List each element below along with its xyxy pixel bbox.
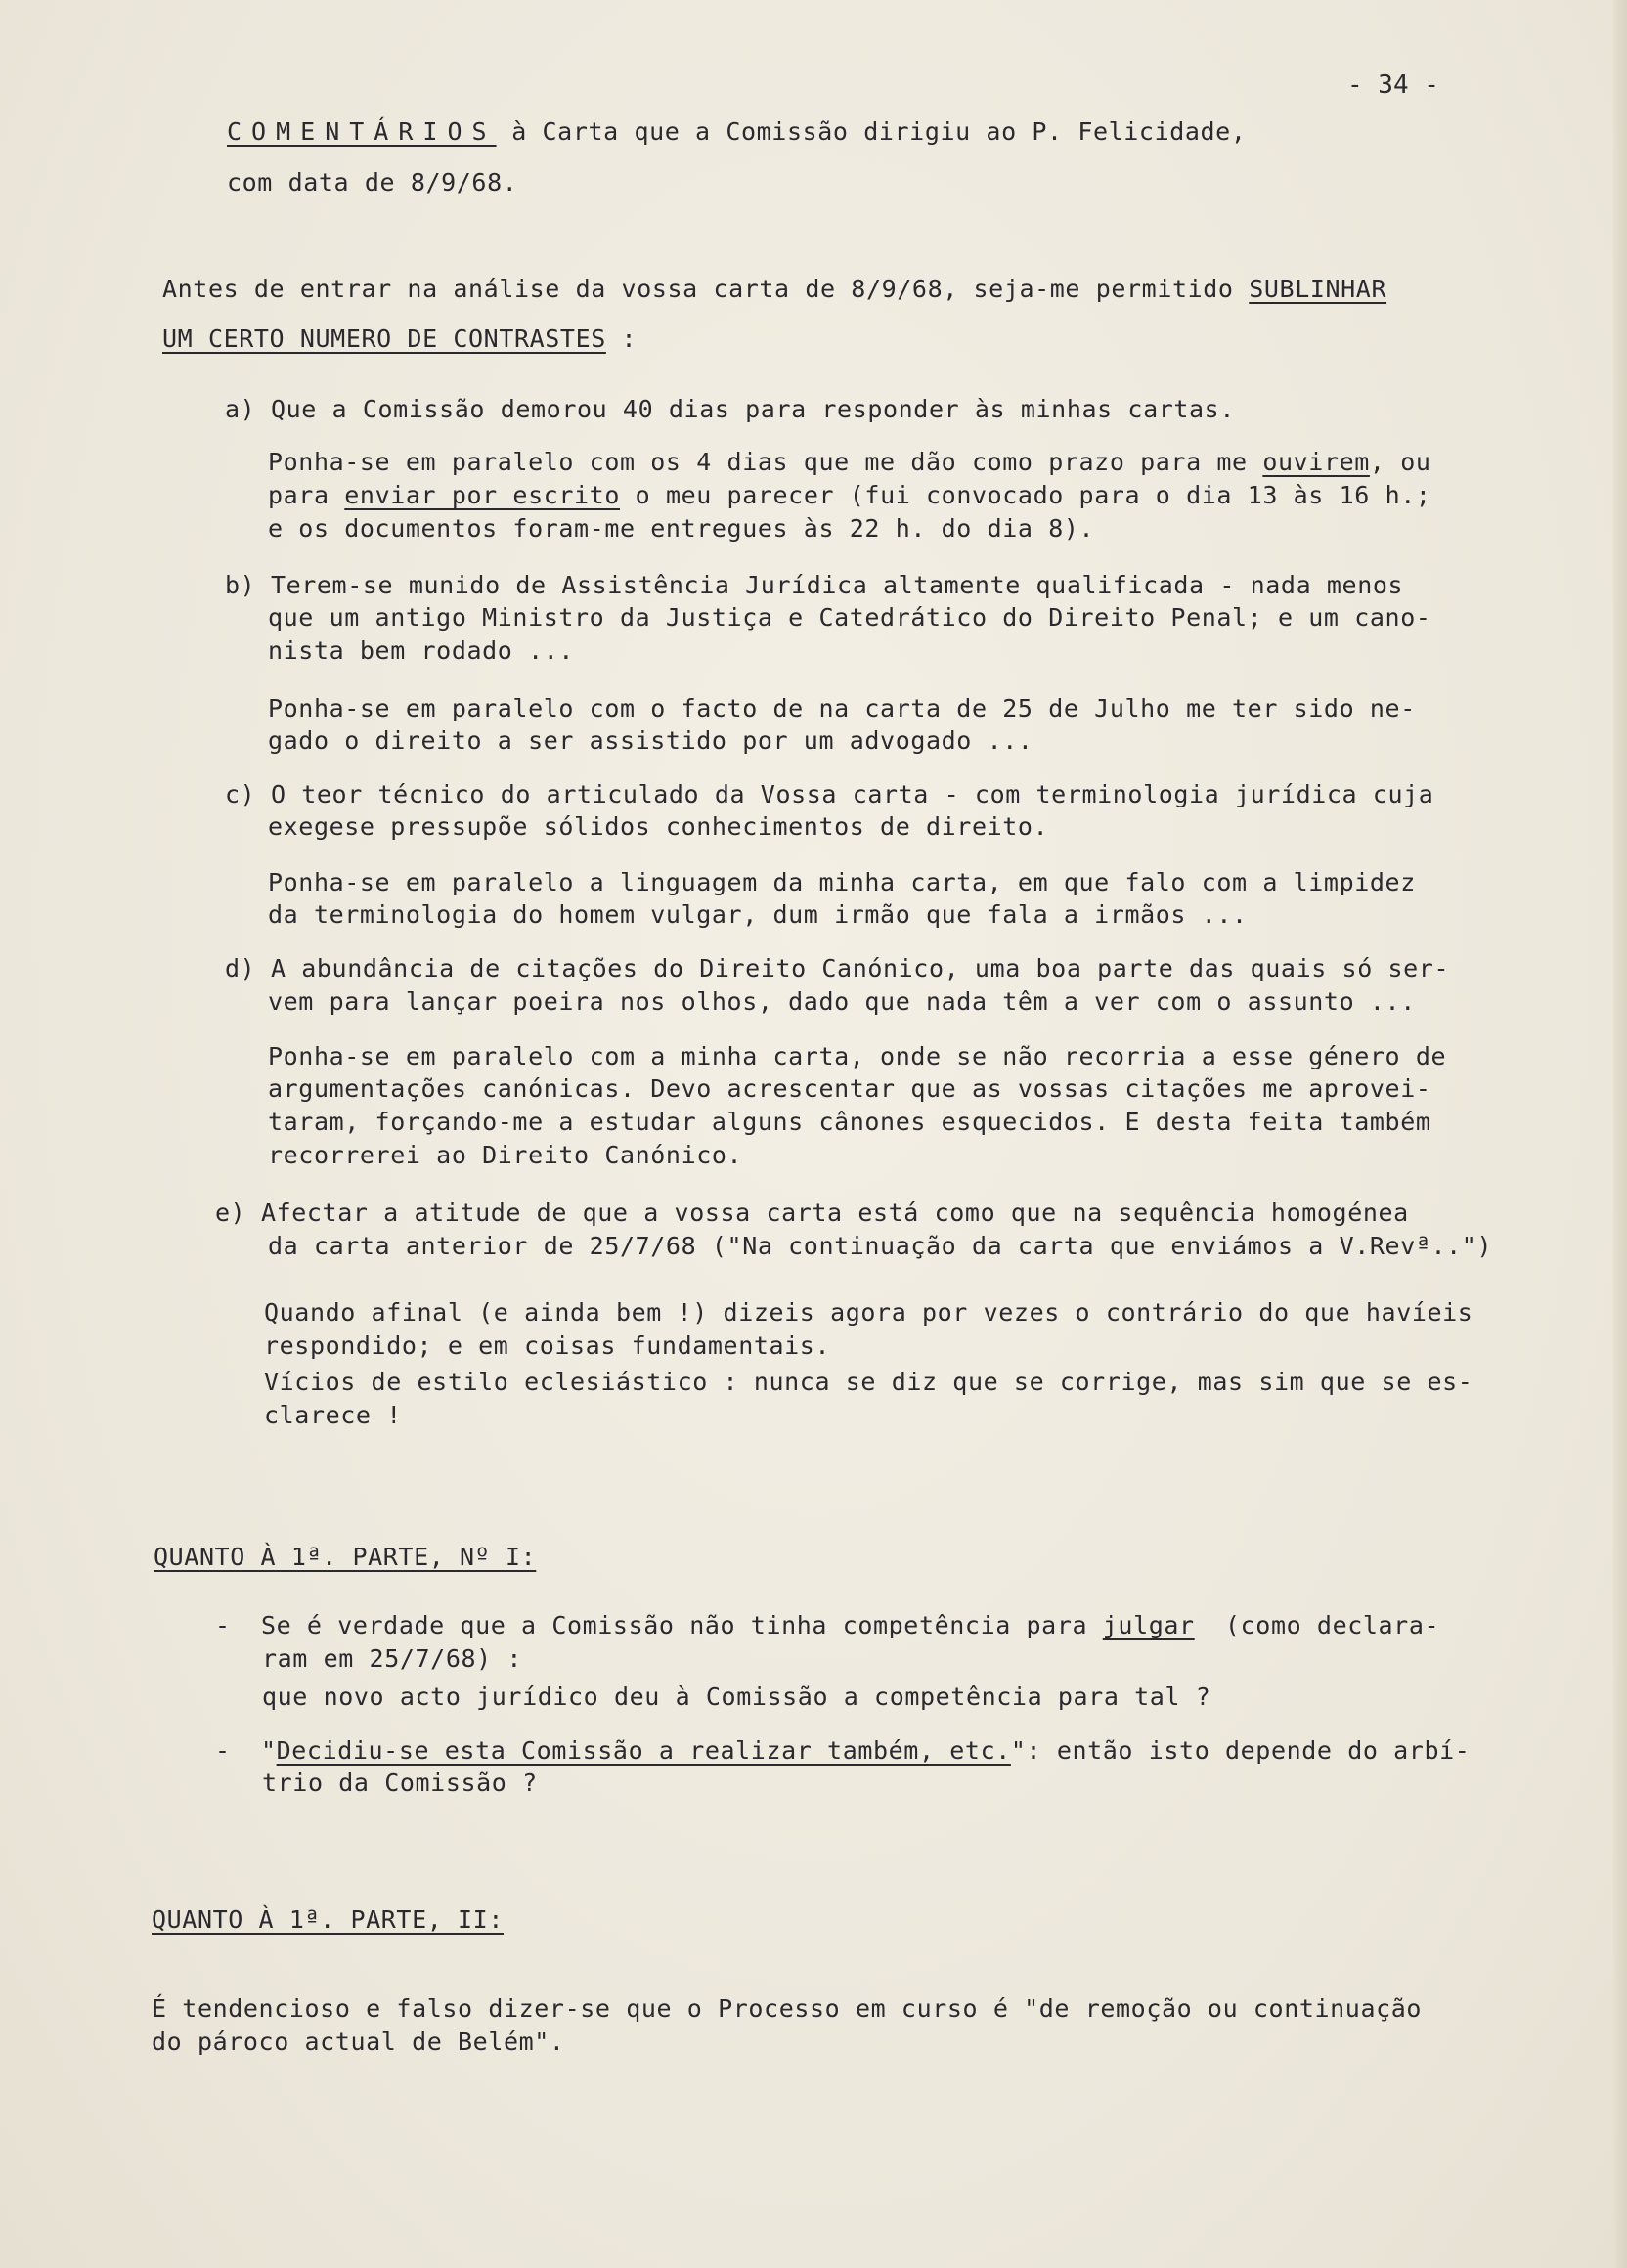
section-2-heading: QUANTO À 1ª. PARTE, II: bbox=[152, 1905, 504, 1934]
intro-line-2 bbox=[162, 323, 637, 356]
page-number: - 34 - bbox=[1347, 70, 1439, 100]
item-e-para-2: respondido; e em coisas fundamentais. bbox=[264, 1331, 831, 1360]
item-c-para-1: Ponha-se em paralelo a linguagem da minha carta, em que falo com a limpidez bbox=[268, 868, 1416, 896]
item-c-line-1: c) O teor técnico do articulado da Vossa carta - com terminologia jurídica cuja bbox=[225, 780, 1434, 808]
bullet-2-underlined: Decidiu-se esta Comissão a realizar também, etc. bbox=[276, 1736, 1011, 1765]
item-a-text-end: , ou bbox=[1369, 448, 1431, 476]
intro-colon: : bbox=[605, 325, 638, 353]
item-a-para-1 bbox=[268, 446, 1431, 479]
header-title: COMENTÁRIOS bbox=[227, 117, 497, 146]
section-1-bullet-1-line-3: que novo acto jurídico deu à Comissão a competência para tal ? bbox=[262, 1682, 1211, 1711]
paper-edge bbox=[1613, 0, 1627, 2268]
item-e-para-1: Quando afinal (e ainda bem !) dizeis agora por vezes o contrário do que havíeis bbox=[264, 1298, 1473, 1327]
item-d-line-1: d) A abundância de citações do Direito Canónico, uma boa parte das quais só ser- bbox=[225, 954, 1450, 982]
item-b-para-1: Ponha-se em paralelo com o facto de na carta de 25 de Julho me ter sido ne- bbox=[268, 694, 1416, 722]
item-e-line-1: e) Afectar a atitude de que a vossa carta está como que na sequência homogénea bbox=[215, 1199, 1409, 1227]
item-c-para-2: da terminologia do homem vulgar, dum irmão que fala a irmãos ... bbox=[268, 900, 1248, 929]
section-2-line-1: É tendencioso e falso dizer-se que o Processo em curso é "de remoção ou continuação bbox=[152, 1994, 1423, 2023]
item-a-text-2: para bbox=[268, 481, 345, 509]
item-d-para-3: taram, forçando-me a estudar alguns cânones esquecidos. E desta feita também bbox=[268, 1108, 1431, 1136]
header-line bbox=[227, 115, 1247, 149]
item-b-line-1: b) Terem-se munido de Assistência Jurídica altamente qualificada - nada menos bbox=[225, 571, 1404, 599]
section-1-bullet-2-line-2: trio da Comissão ? bbox=[262, 1768, 538, 1797]
item-d-line-2: vem para lançar poeira nos olhos, dado que nada têm a ver com o assunto ... bbox=[268, 987, 1416, 1016]
item-d-para-4: recorrerei ao Direito Canónico. bbox=[268, 1141, 743, 1169]
item-a-text-2-end: o meu parecer (fui convocado para o dia 13 às 16 h.; bbox=[620, 481, 1431, 509]
section-1-bullet-2-line-1 bbox=[215, 1734, 1470, 1767]
item-a-underlined-2: enviar por escrito bbox=[344, 481, 620, 509]
item-a-para-2 bbox=[268, 479, 1431, 512]
section-1-heading: QUANTO À 1ª. PARTE, Nº I: bbox=[154, 1543, 537, 1571]
item-b-line-3: nista bem rodado ... bbox=[268, 636, 575, 665]
intro-underlined: SUBLINHAR bbox=[1249, 275, 1387, 303]
intro-line-1 bbox=[162, 273, 1386, 306]
intro-underlined-2: UM CERTO NUMERO DE CONTRASTES bbox=[162, 325, 606, 353]
item-b-para-2: gado o direito a ser assistido por um advogado ... bbox=[268, 726, 1033, 755]
section-1-bullet-1-line-2: ram em 25/7/68) : bbox=[262, 1644, 523, 1673]
item-e-line-2: da carta anterior de 25/7/68 ("Na continuação da carta que enviámos a V.Revª..") bbox=[268, 1232, 1493, 1260]
item-e-para-3: Vícios de estilo eclesiástico : nunca se diz que se corrige, mas sim que se es- bbox=[264, 1368, 1473, 1396]
bullet-1-text-end: (como declara- bbox=[1194, 1611, 1440, 1639]
item-c-line-2: exegese pressupõe sólidos conhecimentos de direito. bbox=[268, 812, 1049, 841]
item-e-para-4: clarece ! bbox=[264, 1401, 402, 1429]
section-1-bullet-1-line-1 bbox=[215, 1609, 1439, 1642]
item-b-line-2: que um antigo Ministro da Justiça e Catedrático do Direito Penal; e um cano- bbox=[268, 603, 1431, 632]
header-title-rest: à Carta que a Comissão dirigiu ao P. Felicidade, bbox=[496, 117, 1247, 146]
intro-text: Antes de entrar na análise da vossa carta de 8/9/68, seja-me permitido bbox=[162, 275, 1250, 303]
item-a-line-1: a) Que a Comissão demorou 40 dias para responder às minhas cartas. bbox=[225, 395, 1235, 423]
item-d-para-1: Ponha-se em paralelo com a minha carta, onde se não recorria a esse género de bbox=[268, 1042, 1447, 1070]
item-d-para-2: argumentações canónicas. Devo acrescentar que as vossas citações me aprovei- bbox=[268, 1074, 1431, 1103]
bullet-2-text-end: ": então isto depende do arbí- bbox=[1010, 1736, 1471, 1765]
bullet-1-underlined: julgar bbox=[1102, 1611, 1195, 1639]
bullet-2-text: - " bbox=[215, 1736, 277, 1765]
header-date-line: com data de 8/9/68. bbox=[227, 168, 518, 196]
item-a-text: Ponha-se em paralelo com os 4 dias que me dão como prazo para me bbox=[268, 448, 1263, 476]
bullet-1-text: - Se é verdade que a Comissão não tinha competência para bbox=[215, 1611, 1103, 1639]
item-a-para-3: e os documentos foram-me entregues às 22 h. do dia 8). bbox=[268, 514, 1095, 543]
section-2-line-2: do pároco actual de Belém". bbox=[152, 2028, 565, 2056]
item-a-underlined: ouvirem bbox=[1262, 448, 1370, 476]
